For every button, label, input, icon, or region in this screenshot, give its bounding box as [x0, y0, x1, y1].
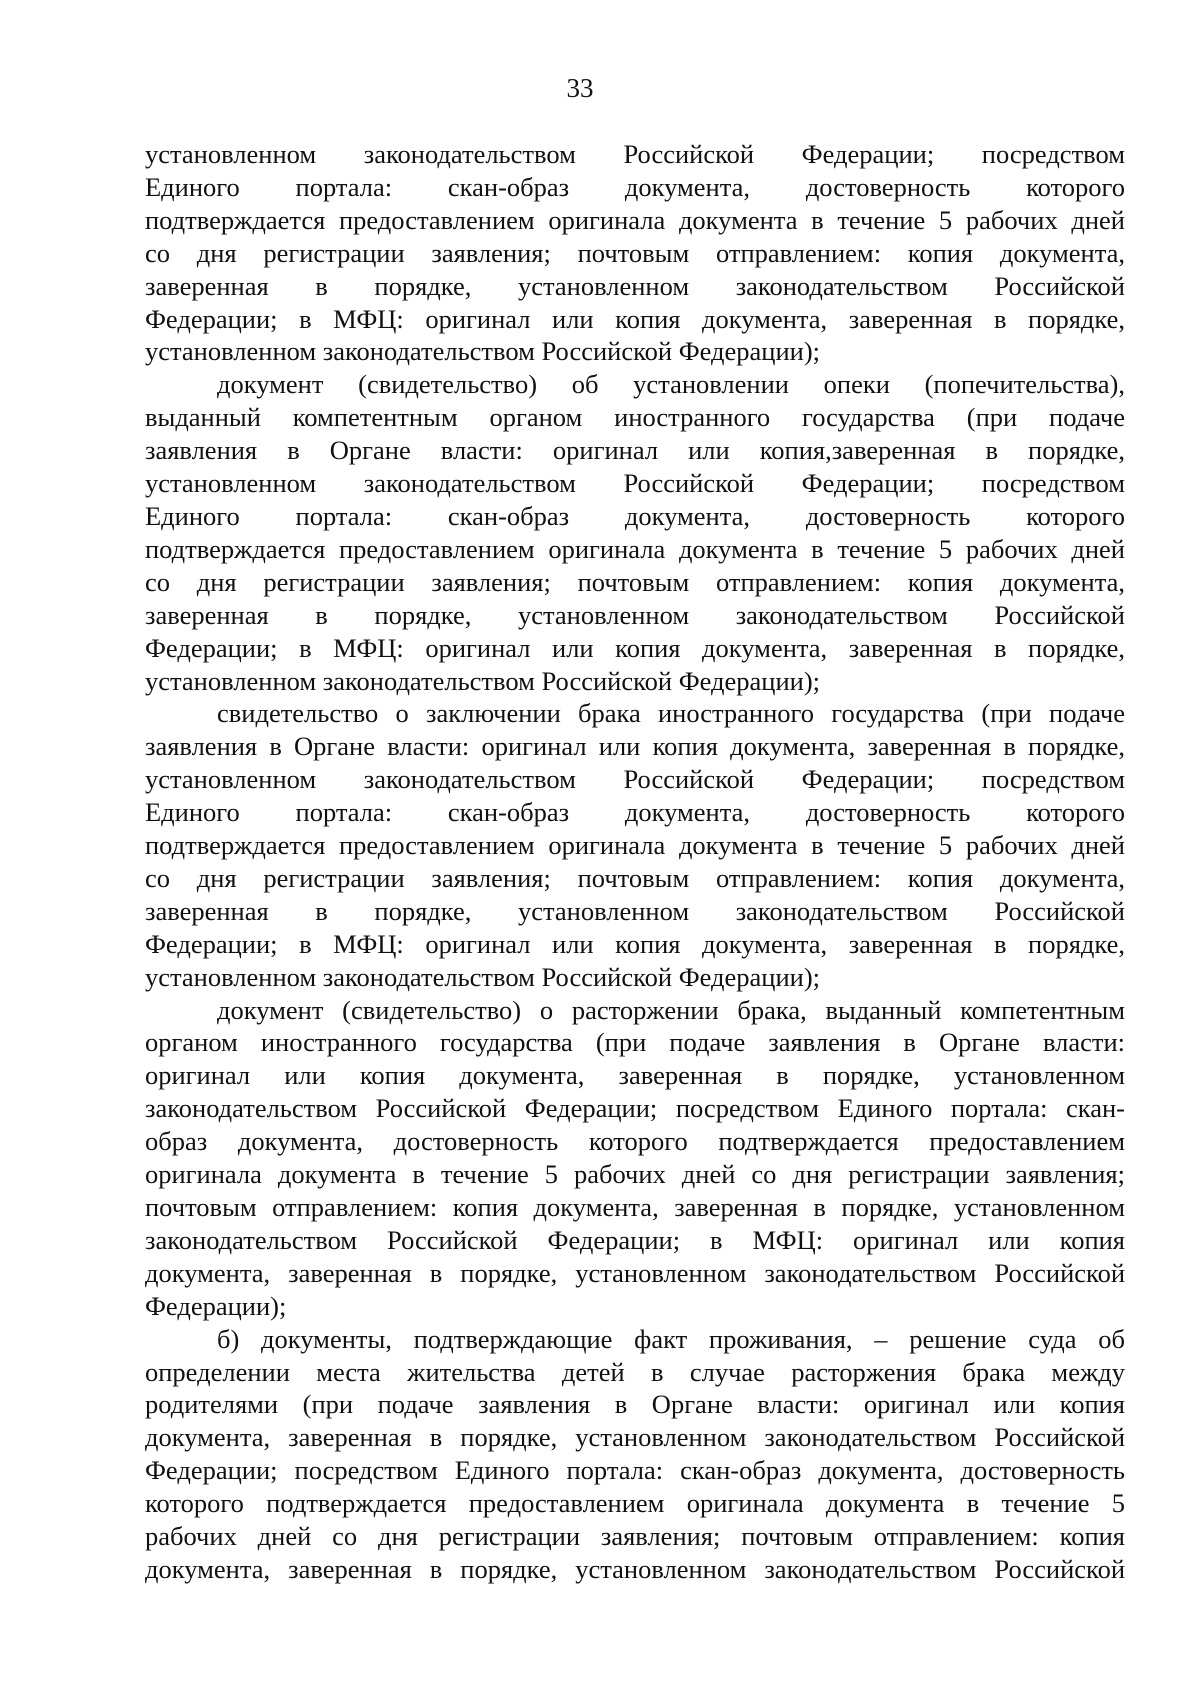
text-line: Федерации; в МФЦ: оригинал или копия документа, заверенная в порядке,: [145, 928, 1125, 959]
text-line: оригинал или копия документа, заверенная в порядке, установленном: [145, 1060, 1125, 1091]
text-line: оригинала документа в течение 5 рабочих дней со дня регистрации заявления;: [145, 1159, 1125, 1190]
text-line: заявления в Органе власти: оригинал или копия документа, заверенная в порядке,: [145, 731, 1125, 762]
text-line: подтверждается предоставлением оригинала документа в течение 5 рабочих дней: [145, 533, 1125, 564]
text-line: установленном законодательством Российской Федерации; посредством: [145, 468, 1125, 499]
text-line: заявления в Органе власти: оригинал или копия,заверенная в порядке,: [145, 435, 1125, 466]
text-line: заверенная в порядке, установленном законодательством Российской: [145, 270, 1125, 301]
paragraph: [145, 697, 1125, 993]
text-line: образ документа, достоверность которого подтверждается предоставлением: [145, 1126, 1125, 1157]
text-line: со дня регистрации заявления; почтовым отправлением: копия документа,: [145, 566, 1125, 597]
text-line: выданный компетентным органом иностранного государства (при подаче: [145, 402, 1125, 433]
text-line: почтовым отправлением: копия документа, заверенная в порядке, установленном: [145, 1192, 1125, 1222]
text-line: документ (свидетельство) о расторжении брака, выданный компетентным: [217, 994, 1125, 1025]
text-line: подтверждается предоставлением оригинала документа в течение 5 рабочих дней: [145, 204, 1125, 235]
text-line: заверенная в порядке, установленном законодательством Российской: [145, 895, 1125, 926]
text-line: определении места жительства детей в случае расторжения брака между: [145, 1356, 1125, 1387]
text-line: установленном законодательством Российской Федерации);: [145, 665, 821, 696]
text-line: установленном законодательством Российской Федерации);: [145, 336, 821, 367]
text-line: Федерации; в МФЦ: оригинал или копия документа, заверенная в порядке,: [145, 303, 1125, 334]
text-line: Единого портала: скан-образ документа, достоверность которого: [145, 797, 1125, 828]
paragraph: [145, 1323, 1125, 1586]
paragraph: [145, 994, 1125, 1323]
text-line: установленном законодательством Российской Федерации; посредством: [145, 139, 1125, 169]
text-line: подтверждается предоставлением оригинала документа в течение 5 рабочих дней: [145, 830, 1125, 861]
text-line: Федерации; посредством Единого портала: скан-образ документа, достоверность: [145, 1455, 1125, 1486]
text-line: родителями (при подаче заявления в Органе власти: оригинал или копия: [145, 1389, 1125, 1420]
page-number: 33: [566, 73, 594, 103]
text-line: законодательством Российской Федерации; посредством Единого портала: скан-: [145, 1093, 1125, 1124]
text-line: документ (свидетельство) об установлении опеки (попечительства),: [217, 369, 1125, 400]
text-line: свидетельство о заключении брака иностранного государства (при подаче: [217, 698, 1125, 729]
text-line: которого подтверждается предоставлением оригинала документа в течение 5: [145, 1488, 1125, 1519]
text-line: установленном законодательством Российской Федерации);: [145, 961, 821, 992]
paragraph: [145, 368, 1125, 697]
text-line: заверенная в порядке, установленном законодательством Российской: [145, 599, 1125, 630]
text-line: рабочих дней со дня регистрации заявления; почтовым отправлением: копия: [145, 1521, 1125, 1552]
text-line: Единого портала: скан-образ документа, достоверность которого: [145, 500, 1125, 531]
text-line: со дня регистрации заявления; почтовым отправлением: копия документа,: [145, 237, 1125, 268]
text-line: законодательством Российской Федерации; в МФЦ: оригинал или копия: [145, 1224, 1125, 1255]
text-line: документа, заверенная в порядке, установленном законодательством Российской: [145, 1257, 1125, 1288]
text-line: Единого портала: скан-образ документа, достоверность которого: [145, 171, 1125, 202]
text-line: Федерации; в МФЦ: оригинал или копия документа, заверенная в порядке,: [145, 632, 1125, 663]
text-line: б) документы, подтверждающие факт проживания, – решение суда об: [217, 1323, 1125, 1354]
text-line: Федерации);: [145, 1290, 287, 1321]
text-line: органом иностранного государства (при подаче заявления в Органе власти:: [145, 1027, 1125, 1058]
text-line: документа, заверенная в порядке, установленном законодательством Российской: [145, 1553, 1125, 1584]
text-line: со дня регистрации заявления; почтовым отправлением: копия документа,: [145, 862, 1125, 893]
text-line: документа, заверенная в порядке, установленном законодательством Российской: [145, 1422, 1125, 1453]
document-body: [145, 138, 1125, 1586]
paragraph: [145, 138, 1125, 368]
text-line: установленном законодательством Российской Федерации; посредством: [145, 764, 1125, 795]
